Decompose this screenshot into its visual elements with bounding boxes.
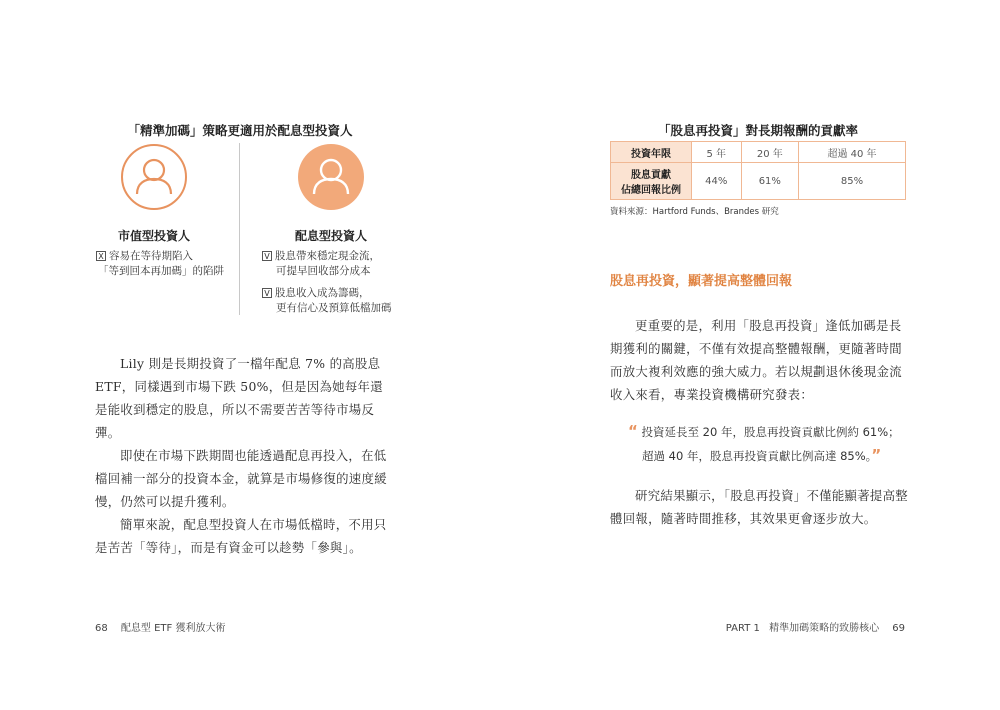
section-heading: 股息再投資，顯著提高整體回報 [610, 274, 793, 289]
part-label: PART 1 [725, 623, 760, 634]
market-cap-item: X 容易在等待期陷入 「等到回本再加碼」的陷阱 [98, 250, 224, 277]
table-source: 資料來源：Hartford Funds、Brandes 研究 [610, 207, 779, 217]
check-box-icon: V [262, 251, 272, 261]
right-body-text [610, 484, 910, 530]
page-number: 68 [95, 623, 108, 634]
open-quote-icon: “ [628, 422, 638, 440]
right-body-text [610, 314, 910, 406]
table-cell: 44% [692, 163, 742, 200]
figure-divider [239, 143, 240, 315]
table-title: 「股息再投資」對長期報酬的貢獻率 [657, 123, 858, 138]
dividend-item: V 股息收入成為籌碼， 更有信心及預算低檔加碼 [262, 286, 402, 316]
table-row [611, 163, 906, 200]
paragraph: 簡單來說，配息型投資人在市場低檔時，不用只是苦苦「等待」，而是有資金可以趁勢「參與」。 [95, 517, 387, 555]
table-cell: 5 年 [692, 142, 742, 163]
table-cell: 61% [741, 163, 798, 200]
check-box-icon: V [262, 288, 272, 298]
chapter-title: 精準加碼策略的致勝核心 [769, 623, 880, 634]
table-cell: 超過 40 年 [799, 142, 906, 163]
dividend-investor-heading: 配息型投資人 [294, 229, 367, 243]
book-title: 配息型 ETF 獲利放大術 [120, 623, 226, 634]
left-footer [95, 619, 225, 634]
right-footer [726, 619, 905, 634]
research-quote: “ 投資延長至 20 年，股息再投資貢獻比例約 61%； 超過 40 年，股息再投資貢獻比例高達 85%。” [628, 422, 900, 464]
paragraph: Lily 則是長期投資了一檔年配息 7% 的高股息 ETF，同樣遇到市場下跌 50%，但是因為她每年還是能收到穩定的股息，所以不需要苦苦等待市場反彈。 [95, 356, 383, 440]
paragraph: 即使在市場下跌期間也能透過配息再投入，在低檔回補一部分的投資本金，就算是市場修復的速度緩慢，仍然可以提升獲利。 [95, 448, 387, 509]
table-row [611, 142, 906, 163]
table-header-cell: 股息貢獻 佔總回報比例 [611, 163, 692, 200]
paragraph: 更重要的是，利用「股息再投資」逢低加碼是長期獲利的關鍵，不僅有效提高整體報酬，更隨著時間而放大複利效應的強大威力。若以規劃退休後現金流收入來看，專業投資機構研究發表： [610, 318, 902, 402]
x-checkbox-icon: X [96, 251, 106, 261]
dividend-contribution-table [610, 141, 906, 200]
user-outline-icon [121, 144, 187, 210]
close-quote-icon: ” [871, 446, 882, 464]
figure-title: 「精準加碼」策略更適用於配息型投資人 [127, 123, 353, 138]
left-body-text [95, 352, 395, 559]
market-cap-investor-heading: 市值型投資人 [117, 229, 190, 243]
table-cell: 85% [799, 163, 906, 200]
paragraph: 研究結果顯示，「股息再投資」不僅能顯著提高整體回報，隨著時間推移，其效果更會逐步放大。 [610, 488, 908, 526]
page-number: 69 [892, 623, 905, 634]
table-cell: 20 年 [741, 142, 798, 163]
dividend-item: V 股息帶來穩定現金流， 可提早回收部分成本 [262, 249, 402, 279]
user-filled-icon [298, 144, 364, 210]
table-header-cell: 投資年限 [611, 142, 692, 163]
